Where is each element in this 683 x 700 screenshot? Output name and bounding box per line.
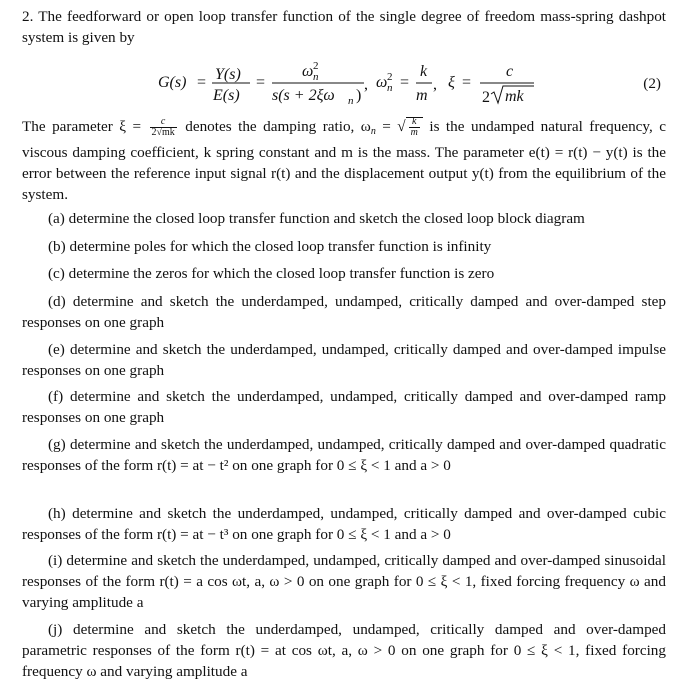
eq-c: c: [506, 63, 514, 80]
eq-equals-4: =: [462, 74, 472, 91]
param-sqrt-num: k: [409, 117, 420, 128]
eq-tf-num-sup: 2: [313, 60, 319, 72]
eq-tf-num: ω: [302, 63, 314, 80]
problem-intro: [22, 6, 666, 48]
eq-equals-2: =: [256, 74, 266, 91]
eq-tf-den: s(s + 2ξω: [272, 87, 335, 104]
subquestion-label: (g): [48, 436, 70, 453]
eq-wn2-w: ω: [376, 74, 388, 91]
subquestion-text: determine and sketch the underdamped, undamped, critically damped and over-damped cubic responses of the form r(t) = at − t³ on one graph for 0 ≤ ξ < 1 and a > 0: [22, 505, 666, 543]
subquestion-label: (f): [48, 388, 70, 405]
transfer-function-equation: [0, 56, 683, 112]
eq-equals-3: =: [400, 74, 410, 91]
subquestion-item: [22, 503, 666, 545]
param-frac-num: c: [150, 117, 177, 128]
subquestion-text: determine and sketch the underdamped, undamped, critically damped and over-damped sinusoidal responses of the form r(t) = a cos ωt, a, ω > 0 on one graph for 0 ≤ ξ < 1, fixed forcing frequency ω and varying amplitude a: [22, 552, 666, 611]
subquestion-item: [22, 619, 666, 682]
subquestion-item: [22, 263, 666, 284]
problem-number: 2.: [22, 8, 34, 25]
subquestion-label: (i): [48, 552, 67, 569]
intro-text: The feedforward or open loop transfer function of the single degree of freedom mass-spring dashpot system is given by: [22, 8, 667, 46]
subquestion-label: (e): [48, 341, 70, 358]
subquestion-item: [22, 434, 666, 476]
eq-two: 2: [482, 89, 490, 106]
eq-tf-den-sub: n: [348, 95, 354, 107]
subquestion-item: [22, 339, 666, 381]
param-sqrt-den: m: [410, 127, 418, 139]
subquestion-text: determine and sketch the underdamped, undamped, critically damped and over-damped impulse responses on one graph: [22, 341, 667, 379]
subquestion-text: determine poles for which the closed loop transfer function is infinity: [69, 238, 492, 255]
param-text-2: denotes the damping ratio, ω: [185, 118, 371, 135]
subquestion-item: [22, 291, 666, 333]
eq-equals-1: =: [197, 74, 207, 91]
eq-comma-2: ,: [433, 76, 437, 93]
eq-wn2-sub: n: [387, 82, 393, 94]
param-text-3: is the undamped natural frequency, c viscous damping coefficient, k spring constant and m is the mass. The parameter e(t) = r(t) − y(t) is the error between the reference input signal r(t) and the displacement output y(t) from the equilibrium of the system.: [22, 118, 667, 203]
subquestion-text: determine and sketch the underdamped, undamped, critically damped and over-damped step responses on one graph: [22, 293, 666, 331]
eq-xi: ξ: [448, 74, 455, 91]
subquestion-label: (j): [48, 621, 73, 638]
eq-tf-den-end: ): [356, 87, 362, 104]
subquestion-label: (h): [48, 505, 73, 522]
eq-ratio-den: E(s): [213, 87, 240, 104]
param-sqrt: √ $\frac{k}{m}$: [397, 116, 423, 138]
subquestion-item: [22, 386, 666, 428]
subquestion-text: determine and sketch the underdamped, undamped, critically damped and over-damped ramp responses on one graph: [22, 388, 666, 426]
eq-tf-num-sub: n: [313, 71, 319, 83]
eq-comma-1: ,: [364, 76, 368, 93]
subquestion-item: [22, 550, 666, 613]
eq-lhs: G(s): [158, 74, 187, 91]
param-damping-fraction: [150, 117, 177, 138]
subquestion-label: (a): [48, 210, 69, 227]
subquestion-text: determine the closed loop transfer function and sketch the closed loop block diagram: [68, 210, 585, 227]
param-text-1: The parameter ξ =: [22, 118, 142, 135]
param-frac-den: 2√mk: [151, 127, 175, 139]
eq-m: m: [416, 87, 428, 104]
subquestion-label: (c): [48, 265, 69, 282]
subquestion-text: determine the zeros for which the closed loop transfer function is zero: [68, 265, 495, 282]
equation-svg: [0, 56, 640, 112]
parameter-description: The parameter ξ = $\frac{c}{2√mk}$ denotes the damping ratio, ωn = √ $\frac{k}{m}$ is the undamped natural frequency, c viscous damping coefficient, k spring constant and m is the mass. The parameter e(t) = r(t) − y(t) is the error between the reference input signal r(t) and the displacement output y(t) from the equilibrium of the system.: [22, 116, 667, 203]
subquestion-item: [22, 236, 666, 257]
subquestion-text: determine and sketch the underdamped, undamped, critically damped and over-damped quadratic responses of the form r(t) = at − t² on one graph for 0 ≤ ξ < 1 and a > 0: [22, 436, 666, 474]
eq-k: k: [420, 63, 428, 80]
subquestion-label: (b): [48, 238, 70, 255]
eq-ratio-num: Y(s): [215, 66, 241, 83]
eq-sqrt-mk: mk: [505, 88, 524, 105]
subquestion-item: [22, 208, 666, 229]
eq-wn2-sup: 2: [387, 71, 393, 83]
equation-number: (2): [643, 75, 661, 92]
subquestion-label: (d): [48, 293, 73, 310]
subquestion-text: determine and sketch the underdamped, undamped, critically damped and over-damped parametric responses of the form r(t) = at cos ωt, a, ω > 0 on one graph for 0 ≤ ξ < 1, fixed forcing frequency ω and varying amplitude a: [22, 621, 667, 680]
